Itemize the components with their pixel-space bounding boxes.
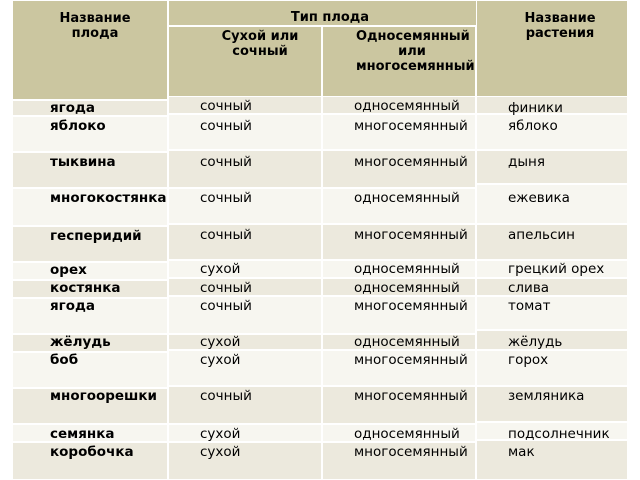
plant-name: мак [508, 444, 535, 460]
fruit-name: многокостянка [50, 190, 167, 206]
cell-plant [476, 440, 628, 480]
plant-name: горох [508, 352, 549, 368]
dry-or-juicy: сочный [200, 280, 252, 296]
fruit-name: костянка [50, 280, 121, 296]
cell-type [168, 442, 322, 480]
fruit-name: коробочка [50, 444, 134, 460]
dry-or-juicy: сухой [200, 261, 241, 277]
cell-plant [476, 350, 628, 386]
cell-fruit [12, 352, 168, 388]
plant-name: томат [508, 298, 551, 314]
dry-or-juicy: сухой [200, 426, 241, 442]
plant-name: апельсин [508, 227, 576, 243]
header-dry-juicy: Сухой или сочный [221, 29, 299, 59]
seed-count: многосемянный [354, 154, 468, 170]
cell-plant [476, 278, 628, 296]
dry-or-juicy: сочный [200, 227, 252, 243]
seed-count: многосемянный [354, 298, 468, 314]
header-fruit-type: Тип плода [290, 10, 370, 25]
plant-name: земляника [508, 388, 585, 404]
cell-plant [476, 150, 628, 184]
plant-name: дыня [508, 154, 545, 170]
fruit-name: ягода [50, 298, 96, 314]
cell-fruit [12, 262, 168, 280]
fruit-name: яблоко [50, 118, 106, 134]
seed-count: односемянный [354, 280, 460, 296]
plant-name: ежевика [508, 190, 570, 206]
plant-name: слива [508, 280, 550, 296]
seed-count: многосемянный [354, 227, 468, 243]
seed-count: многосемянный [354, 118, 468, 134]
dry-or-juicy: сочный [200, 118, 252, 134]
dry-or-juicy: сочный [200, 154, 252, 170]
cell-type [168, 334, 322, 350]
cell-type [168, 260, 322, 278]
fruit-name: боб [50, 352, 79, 368]
dry-or-juicy: сухой [200, 352, 241, 368]
fruit-name: жёлудь [50, 334, 111, 350]
plant-name: грецкий орех [508, 261, 605, 277]
fruit-name: многоорешки [50, 388, 158, 404]
header-seeds: Односемянный или многосемянный [356, 29, 475, 74]
cell-type [168, 424, 322, 442]
cell-plant [476, 296, 628, 330]
plant-name: жёлудь [508, 334, 563, 350]
dry-or-juicy: сочный [200, 298, 252, 314]
seed-count: многосемянный [354, 352, 468, 368]
header-fruit-name: Название плода [59, 11, 131, 41]
seed-count: односемянный [354, 261, 460, 277]
header-plant-name: Название растения [524, 11, 596, 41]
plant-name: подсолнечник [508, 426, 610, 442]
seed-count: односемянный [354, 190, 460, 206]
dry-or-juicy: сочный [200, 388, 252, 404]
fruit-name: гесперидий [50, 228, 142, 244]
fruit-name: ягода [50, 100, 96, 116]
fruit-name: тыквина [50, 154, 116, 170]
dry-or-juicy: сухой [200, 444, 241, 460]
fruit-name: семянка [50, 426, 115, 442]
seed-count: односемянный [354, 334, 460, 350]
seed-count: односемянный [354, 98, 460, 114]
cell-type [168, 350, 322, 386]
fruit-name: орех [50, 262, 87, 278]
seed-count: многосемянный [354, 388, 468, 404]
dry-or-juicy: сочный [200, 190, 252, 206]
plant-name: яблоко [508, 118, 558, 134]
dry-or-juicy: сочный [200, 98, 252, 114]
plant-name: финики [508, 100, 563, 116]
dry-or-juicy: сухой [200, 334, 241, 350]
seed-count: односемянный [354, 426, 460, 442]
seed-count: многосемянный [354, 444, 468, 460]
